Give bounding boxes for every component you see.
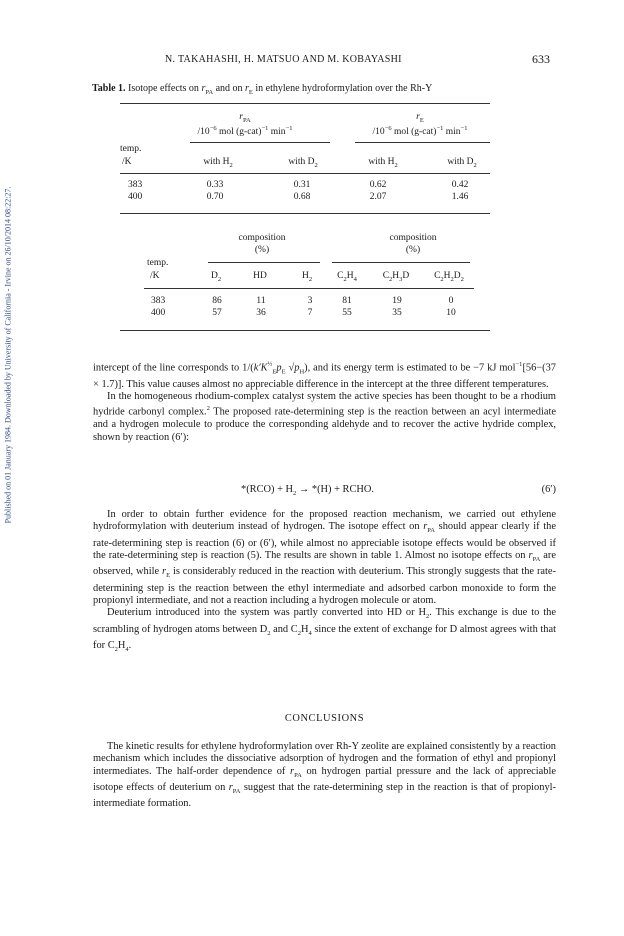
math: r	[162, 566, 167, 578]
header-text: C	[382, 271, 390, 281]
text-run: . This exchange is due to the scrambling of hydrogen atoms between D	[93, 607, 556, 635]
paragraph-text	[93, 391, 556, 444]
math: r	[423, 521, 428, 533]
symbol-r: r	[239, 112, 243, 122]
math-sub: 2	[426, 613, 430, 621]
header-text: H	[443, 271, 451, 281]
math-sub: 4	[125, 646, 129, 654]
sub-2: 2	[394, 161, 398, 169]
math: r	[528, 549, 533, 561]
col-header-c2h2d2	[434, 271, 464, 283]
paragraph-text	[93, 607, 556, 656]
unit-text: min	[443, 127, 461, 138]
col-header-c2h4	[337, 271, 357, 283]
cell-value: 7	[307, 308, 313, 318]
text-run: The kinetic results for ethylene hydroformylation over Rh-Y zeolite are explained consistently by a reaction mechanism which includes the dissociative adsorption of hydrogen and the formation of ethyl and propionyl intermediates. The half-order dependence of	[93, 741, 556, 777]
cell-temp: 400	[128, 192, 143, 202]
table-rule	[190, 142, 330, 143]
sub-2: 2	[440, 275, 444, 283]
sub-e: E	[419, 116, 424, 124]
math-sub: PA	[427, 527, 435, 535]
col-header-with-h2	[203, 157, 232, 169]
text-run: since the extent of exchange for D almost agrees with that for C	[93, 623, 556, 652]
equation-6prime	[93, 484, 556, 498]
math: r	[290, 765, 295, 777]
unit-text: mol (g-cat)	[216, 127, 262, 138]
body-paragraph-1	[93, 359, 556, 444]
col-header-temp: temp.	[120, 144, 142, 154]
math-sub: PA	[232, 788, 241, 796]
header-text: with H	[368, 157, 395, 167]
sub-2: 2	[473, 161, 477, 169]
cell-value: 0.68	[293, 192, 311, 202]
table-rule	[120, 173, 490, 174]
cell-value: 0.42	[451, 180, 469, 190]
header-text: with D	[447, 157, 474, 167]
page-number: 633	[532, 52, 550, 66]
col-header-re	[416, 112, 424, 124]
symbol-r: r	[201, 83, 206, 94]
table-rule	[332, 262, 470, 263]
unit-text: min	[268, 127, 286, 138]
sub-2: 2	[217, 275, 222, 283]
text-run: on hydrogen partial pressure and the lack of appreciable isotope effects of deuterium on	[93, 765, 556, 793]
cell-value: 0	[448, 296, 454, 306]
sub-2: 2	[229, 161, 233, 169]
cell-value: 19	[392, 296, 402, 306]
cell-value: 1.46	[451, 192, 469, 202]
math-sup: ½	[267, 361, 273, 368]
cell-value: 36	[256, 308, 266, 318]
page-header	[90, 52, 550, 68]
cell-temp: 400	[151, 308, 166, 318]
equation-expression	[241, 484, 374, 497]
col-header-k: /K	[150, 271, 160, 281]
symbol-r: r	[245, 83, 249, 94]
text-run: The proposed rate-determining step is the reaction between an acyl intermediate and a hydrogen molecule to produce the corresponding aldehyde and to recover the active hydride complex, shown by reaction (6′):	[93, 406, 556, 443]
sub-3: 3	[399, 275, 403, 283]
running-head-authors: N. TAKAHASHI, H. MATSUO AND M. KOBAYASHI	[165, 54, 402, 65]
math-sub: E	[166, 572, 171, 580]
col-header-percent: (%)	[405, 245, 421, 255]
sub-2: 2	[343, 275, 347, 283]
col-header-with-h2	[368, 157, 397, 169]
unit-exp: −1	[285, 125, 293, 132]
cell-value: 35	[392, 308, 402, 318]
cell-value: 57	[212, 308, 222, 318]
text-run: Deuterium introduced into the system was partly converted into HD or H	[107, 607, 427, 619]
math: p	[294, 362, 300, 374]
col-header-rpa-unit	[198, 125, 293, 137]
cell-temp: 383	[151, 296, 166, 306]
cell-value: 11	[256, 296, 266, 306]
body-paragraph-5	[93, 741, 556, 811]
unit-exp: −6	[384, 125, 392, 132]
sub-2: 2	[314, 161, 318, 169]
text-run: .	[128, 640, 132, 652]
header-text: D	[453, 271, 461, 281]
unit-exp: −1	[460, 125, 468, 132]
reference-mark: 2	[206, 405, 210, 413]
math-sub: PA	[532, 556, 541, 564]
cell-value: 0.31	[293, 180, 311, 190]
math: √	[285, 362, 295, 374]
math-sub: PA	[294, 771, 302, 779]
col-header-k: /K	[122, 157, 132, 167]
col-header-temp: temp.	[147, 258, 169, 268]
math: p	[276, 362, 282, 374]
table-rule	[120, 213, 490, 214]
download-notice-text: Published on 01 January 1984. Downloaded by University of California - Irvine on 26/10/2014 08:22:27.	[3, 186, 13, 524]
text-run: H	[300, 623, 309, 635]
text-run: [56−(37 × 1.7)]. This value causes almost no appreciable difference in the intercept at the three different temperatures.	[93, 362, 556, 390]
cell-value: 3	[307, 296, 313, 306]
header-text: H	[346, 271, 354, 281]
math-sub: 2	[267, 629, 271, 637]
col-header-rpa	[239, 112, 250, 124]
math-sub: H	[299, 368, 305, 376]
math: r	[228, 781, 233, 793]
header-text: with H	[203, 157, 230, 167]
text-run: should appear clearly if the rate-determining step is reaction (6) or (6′), while almost no appreciable isotope effects would be observed if the rate-determining step is reaction (5). The results are shown in table 1. Almost no isotope effects on	[93, 521, 556, 561]
table-rule	[120, 330, 490, 331]
text-run: is considerably reduced in the reaction with deuterium. This strongly suggests that the rate-determining step is the reaction between the ethyl intermediate and adsorbed carbon monoxide to form the propionyl intermediate, and not a reaction including a hydrogen molecule or atom.	[93, 566, 556, 607]
text-run: suggest that the rate-determining step in the reaction is that of propionyl-intermediate formation.	[93, 781, 556, 810]
unit-exp: −1	[261, 125, 269, 132]
header-text: D	[210, 271, 218, 281]
caption-text: Isotope effects on	[128, 83, 202, 94]
math-sub: 2	[114, 646, 118, 654]
cell-temp: 383	[128, 180, 143, 190]
body-paragraph-3	[93, 509, 556, 656]
section-heading: CONCLUSIONS	[284, 713, 365, 724]
cell-value: 0.33	[206, 180, 224, 190]
col-header-composition: composition	[389, 233, 437, 243]
cell-value: 2.07	[369, 192, 387, 202]
col-header-with-d2	[447, 157, 476, 169]
header-text: D	[402, 271, 410, 281]
table-caption	[92, 83, 432, 96]
math-sub: 4	[308, 629, 312, 637]
header-text: C	[434, 271, 441, 281]
equation-number: (6′)	[541, 484, 556, 495]
math-sup: −1	[515, 361, 523, 368]
text-run: and C	[270, 623, 298, 635]
cell-value: 0.70	[206, 192, 224, 202]
text-run: ), and its energy term is estimated to be −7 kJ mol	[304, 362, 516, 374]
col-header-composition: composition	[238, 233, 286, 243]
sub-pa: PA	[242, 116, 251, 124]
header-text: H	[392, 271, 400, 281]
unit-text: mol (g-cat)	[391, 127, 437, 138]
text-run: In the homogeneous rhodium-complex catalyst system the active species has been thought to be a rhodium hydride carbonyl complex.	[93, 391, 556, 418]
math-sub: E	[281, 368, 286, 376]
cell-value: 81	[342, 296, 352, 306]
text-run: In order to obtain further evidence for the proposed reaction mechanism, we carried out ethylene hydroformylation with deuterium instead of hydrogen. The isotope effect on	[93, 509, 556, 533]
header-text: with D	[288, 157, 315, 167]
text-run: → *(H) + RCHO.	[296, 484, 375, 495]
col-header-percent: (%)	[254, 245, 270, 255]
paragraph-text	[93, 741, 556, 811]
text-run: H	[117, 640, 126, 652]
col-header-c2h3d	[383, 271, 410, 283]
text-run: are observed, while	[93, 549, 556, 578]
header-text: C	[337, 271, 344, 281]
caption-text: in ethylene hydroformylation over the Rh-Y	[252, 83, 433, 94]
sub-2: 2	[308, 275, 313, 283]
math-sub: E	[272, 368, 277, 376]
col-header-d2	[211, 271, 221, 283]
sub-e: E	[248, 89, 253, 96]
text-run: intercept of the line corresponds to 1/(	[93, 362, 254, 374]
unit-exp: −6	[209, 125, 217, 132]
text-run: *(RCO) + H	[241, 484, 294, 495]
caption-text: and on	[213, 83, 246, 94]
sub-2: 2	[460, 275, 464, 283]
symbol-r: r	[416, 112, 420, 122]
table-label: Table 1.	[92, 83, 126, 94]
sub-2: 2	[450, 275, 454, 283]
unit-text: /10	[372, 127, 385, 138]
table-rule	[120, 103, 490, 104]
paragraph-text	[93, 509, 556, 607]
math: k′K	[253, 362, 268, 374]
table-rule	[208, 262, 320, 263]
unit-text: /10	[197, 127, 210, 138]
col-header-h2	[302, 271, 312, 283]
cell-value: 86	[212, 296, 222, 306]
table-rule	[144, 288, 474, 289]
unit-exp: −1	[436, 125, 444, 132]
sub-2: 2	[389, 275, 393, 283]
cell-value: 55	[342, 308, 352, 318]
table-rule	[355, 142, 490, 143]
math-sub: 2	[297, 629, 301, 637]
col-header-with-d2	[288, 157, 317, 169]
math-sub: 2	[293, 490, 297, 498]
cell-value: 0.62	[369, 180, 387, 190]
paragraph-text	[93, 359, 556, 391]
col-header-hd: HD	[253, 271, 267, 281]
col-header-re-unit	[373, 125, 468, 137]
header-text: H	[301, 271, 309, 281]
download-notice	[1, 130, 15, 580]
sub-pa: PA	[205, 89, 214, 96]
sub-4: 4	[353, 275, 357, 283]
cell-value: 10	[446, 308, 456, 318]
